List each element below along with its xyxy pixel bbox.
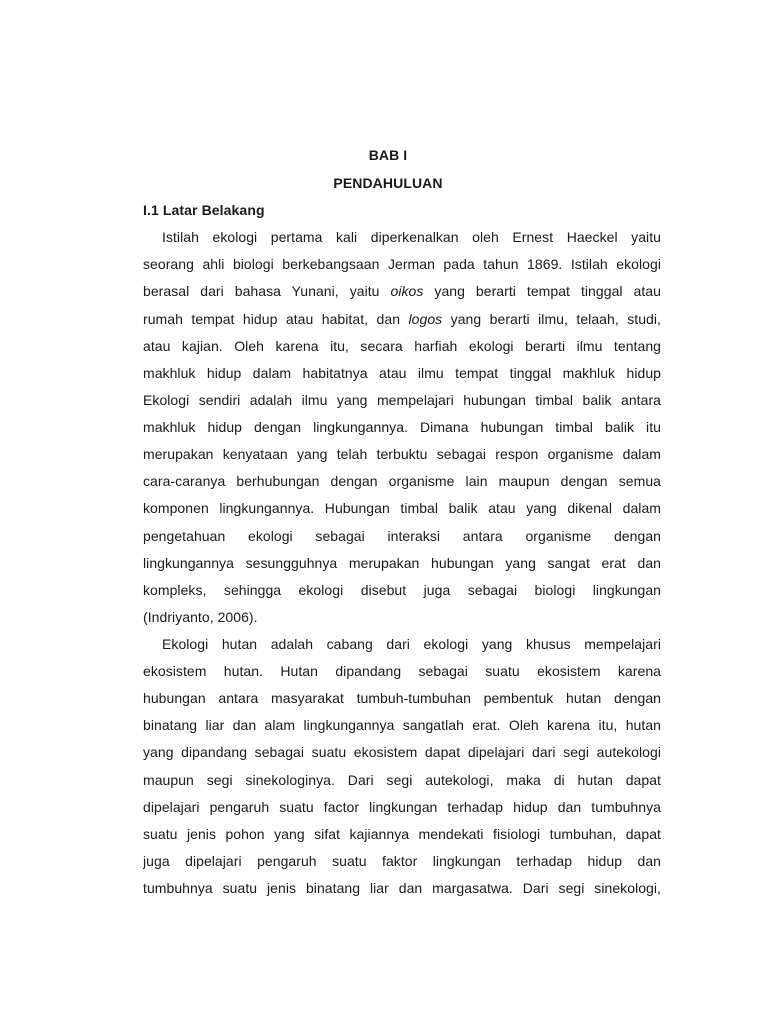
- paragraph-1-line: makhluk hidup dengan lingkungannya. Dimana hubungan timbal balik itu: [143, 419, 661, 435]
- paragraph-2-line: maupun segi sinekologinya. Dari segi autekologi, maka di hutan dapat: [143, 772, 661, 788]
- chapter-title: PENDAHULUAN: [333, 175, 443, 191]
- paragraph-2-line: dipelajari pengaruh suatu factor lingkungan terhadap hidup dan tumbuhnya: [143, 799, 661, 815]
- paragraph-2-line: suatu jenis pohon yang sifat kajiannya mendekati fisiologi tumbuhan, dapat: [143, 826, 661, 842]
- paragraph-1-line: Istilah ekologi pertama kali diperkenalkan oleh Ernest Haeckel yaitu: [162, 229, 661, 245]
- italic-term-logos: logos: [408, 311, 443, 327]
- paragraph-1-line: kompleks, sehingga ekologi disebut juga sebagai biologi lingkungan: [143, 582, 661, 598]
- line-text: yang berarti ilmu, telaah, studi,: [450, 311, 661, 327]
- paragraph-2-line: hubungan antara masyarakat tumbuh-tumbuhan pembentuk hutan dengan: [143, 690, 661, 706]
- line-text: rumah tempat hidup atau habitat, dan: [143, 311, 401, 327]
- paragraph-1-line: atau kajian. Oleh karena itu, secara harfiah ekologi berarti ilmu tentang: [143, 338, 661, 354]
- paragraph-1-line: komponen lingkungannya. Hubungan timbal balik atau yang dikenal dalam: [143, 500, 661, 516]
- paragraph-2-line: ekosistem hutan. Hutan dipandang sebagai suatu ekosistem karena: [143, 663, 661, 679]
- italic-term-oikos: oikos: [390, 283, 424, 299]
- section-heading: I.1 Latar Belakang: [143, 202, 265, 218]
- paragraph-1-line: lingkungannya sesungguhnya merupakan hubungan yang sangat erat dan: [143, 555, 661, 571]
- paragraph-1-line: Ekologi sendiri adalah ilmu yang mempelajari hubungan timbal balik antara: [143, 392, 661, 408]
- line-text: berasal dari bahasa Yunani, yaitu: [143, 283, 380, 299]
- line-text: yang berarti tempat tinggal atau: [434, 283, 661, 299]
- paragraph-1-line: seorang ahli biologi berkebangsaan Jerman pada tahun 1869. Istilah ekologi: [143, 256, 661, 272]
- paragraph-2-line: tumbuhnya suatu jenis binatang liar dan margasatwa. Dari segi sinekologi,: [143, 880, 661, 896]
- paragraph-2-line: yang dipandang sebagai suatu ekosistem dapat dipelajari dari segi autekologi: [143, 744, 661, 760]
- paragraph-2-line: Ekologi hutan adalah cabang dari ekologi yang khusus mempelajari: [162, 636, 661, 652]
- chapter-number: BAB I: [368, 147, 408, 163]
- paragraph-1-line: (Indriyanto, 2006).: [143, 609, 258, 625]
- paragraph-1-line: [143, 309, 661, 329]
- paragraph-2-line: juga dipelajari pengaruh suatu faktor lingkungan terhadap hidup dan: [143, 853, 661, 869]
- paragraph-1-line: merupakan kenyataan yang telah terbuktu sebagai respon organisme dalam: [143, 446, 661, 462]
- paragraph-2-line: binatang liar dan alam lingkungannya sangatlah erat. Oleh karena itu, hutan: [143, 717, 661, 733]
- paragraph-1-line: cara-caranya berhubungan dengan organisme lain maupun dengan semua: [143, 473, 661, 489]
- paragraph-1-line: [143, 281, 661, 301]
- paragraph-1-line: makhluk hidup dalam habitatnya atau ilmu tempat tinggal makhluk hidup: [143, 365, 661, 381]
- paragraph-1-line: pengetahuan ekologi sebagai interaksi antara organisme dengan: [143, 528, 661, 544]
